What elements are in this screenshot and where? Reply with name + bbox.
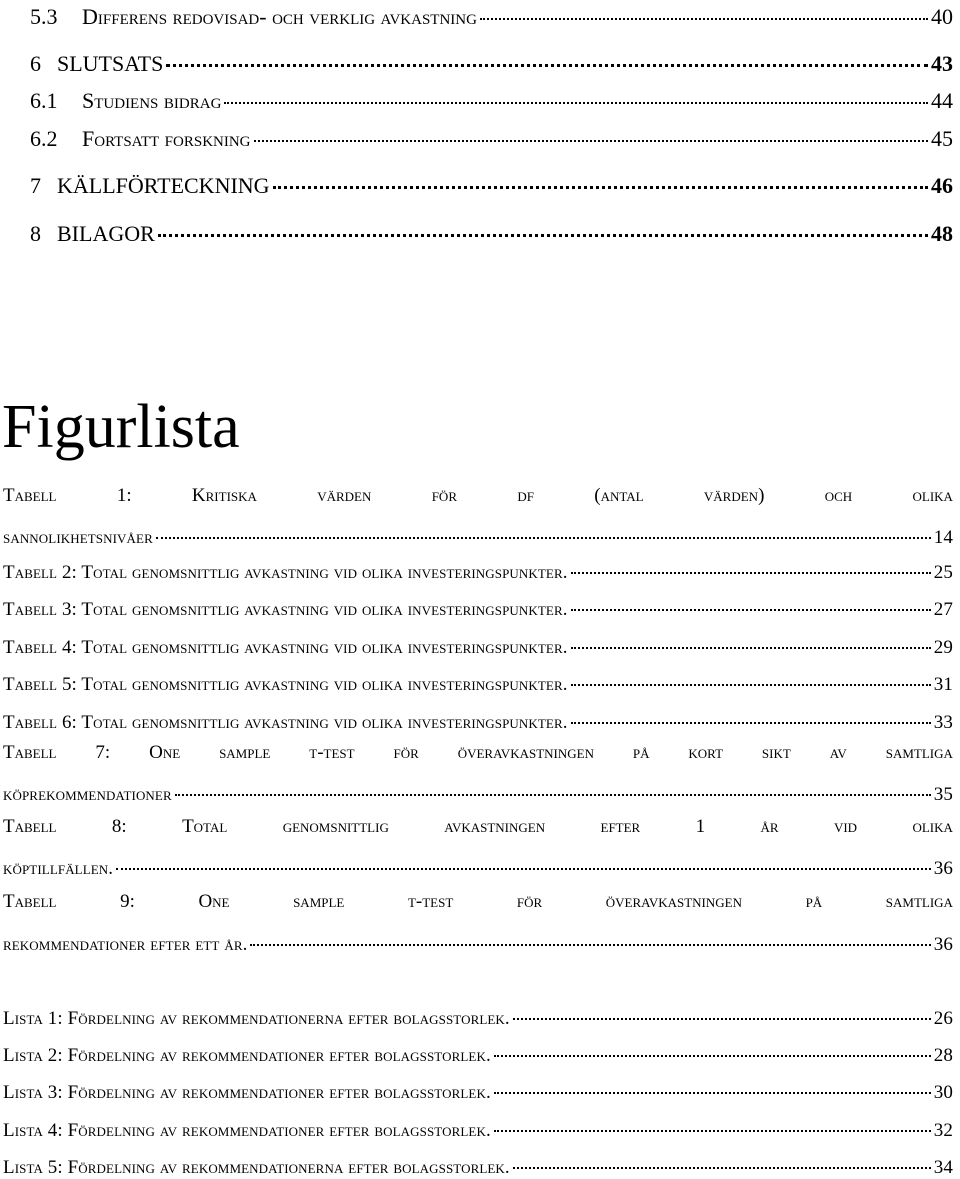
toc-entry-4-title [3, 126, 251, 152]
toc-entry-3-title [3, 88, 221, 114]
toc-entry-5[interactable] [3, 168, 953, 199]
word: vid [833, 816, 858, 837]
toc-entry-text: Fortsatt forskning [82, 126, 251, 151]
word: 1: [116, 485, 132, 506]
word: avkastningen [444, 816, 546, 837]
figurlista-table-6[interactable] [3, 707, 953, 734]
figurlista-table-3-leader [571, 590, 931, 611]
word: på [805, 891, 823, 912]
word: 1 [695, 816, 706, 837]
figurlista-table-4-leader [571, 628, 931, 649]
toc-entry-number: 6.1 [30, 88, 58, 113]
word: sample [219, 742, 271, 763]
figurlista-list-3-leader [494, 1073, 931, 1094]
word: olika [912, 485, 953, 506]
figurlista-table-1-title: sannolikhetsnivåer [3, 527, 153, 548]
word: One [198, 891, 230, 912]
figurlista-table-4-title: Tabell 4: Total genomsnittlig avkastning vid olika investeringspunkter. [3, 637, 568, 658]
word: Total [182, 816, 228, 837]
toc-entry-5-title [3, 173, 270, 199]
toc-entry-1[interactable] [3, 0, 953, 30]
word: och [824, 485, 853, 506]
toc-entry-3[interactable] [3, 84, 953, 114]
figurlista-table-8-line1 [3, 816, 953, 838]
toc-entry-5-page: 46 [931, 173, 953, 198]
figurlista-table-7[interactable] [3, 779, 953, 806]
word: olika [912, 816, 953, 837]
figurlista-table-9-leader [250, 925, 930, 946]
word: för [393, 742, 419, 763]
toc-entry-4-page: 45 [931, 126, 953, 151]
figurlista-table-7-page: 35 [933, 784, 953, 805]
word: för [516, 891, 543, 912]
figurlista-list-1-page: 26 [933, 1008, 953, 1029]
toc-entry-text: Differens redovisad- och verklig avkastning [82, 4, 477, 29]
toc-entry-2[interactable] [3, 46, 953, 77]
toc-entry-number: 5.3 [30, 4, 58, 29]
word: för [431, 485, 457, 506]
toc-entry-1-leader [480, 0, 928, 20]
figurlista-table-5[interactable] [3, 669, 953, 696]
figurlista-table-5-title: Tabell 5: Total genomsnittlig avkastning vid olika investeringspunkter. [3, 674, 568, 695]
toc-entry-1-title [3, 4, 477, 30]
figurlista-table-8-page: 36 [933, 858, 953, 879]
word: Tabell [3, 485, 57, 506]
word: t-test [309, 742, 355, 763]
figurlista-list-2-page: 28 [933, 1045, 953, 1066]
word: Kritiska [191, 485, 257, 506]
toc-entry-text: BILAGOR [57, 221, 155, 246]
word: värden) [703, 485, 765, 506]
figurlista-list-4-page: 32 [933, 1120, 953, 1141]
toc-entry-5-leader [273, 164, 928, 189]
figurlista-table-9-line1 [3, 891, 953, 913]
figurlista-table-8[interactable] [3, 853, 953, 880]
figurlista-table-9-page: 36 [933, 934, 953, 955]
toc-entry-6[interactable] [3, 216, 953, 247]
word: på [632, 742, 650, 763]
figurlista-table-4[interactable] [3, 632, 953, 659]
figurlista-table-1-line1 [3, 485, 953, 507]
figurlista-table-9-title: rekommendationer efter ett år. [3, 934, 248, 955]
toc-entry-6-leader [158, 212, 928, 237]
word: sikt [761, 742, 791, 763]
toc-entry-2-title [3, 51, 163, 77]
figurlista-list-2[interactable] [3, 1040, 953, 1067]
word: kort [688, 742, 724, 763]
figurlista-table-3-page: 27 [933, 599, 953, 620]
toc-entry-4-leader [254, 118, 928, 142]
figurlista-table-3-title: Tabell 3: Total genomsnittlig avkastning vid olika investeringspunkter. [3, 599, 568, 620]
figurlista-table-2-title: Tabell 2: Total genomsnittlig avkastning vid olika investeringspunkter. [3, 562, 568, 583]
figurlista-list-5-leader [513, 1148, 931, 1169]
figurlista-table-2[interactable] [3, 557, 953, 584]
word: 8: [111, 816, 127, 837]
toc-entry-text: Studiens bidrag [82, 88, 222, 113]
figurlista-table-2-page: 25 [933, 562, 953, 583]
figurlista-list-2-leader [494, 1036, 931, 1057]
word: (antal [594, 485, 644, 506]
figurlista-table-4-page: 29 [933, 637, 953, 658]
figurlista-table-6-leader [571, 703, 931, 724]
toc-entry-3-page: 44 [931, 88, 953, 113]
word: överavkastningen [605, 891, 742, 912]
figurlista-heading: Figurlista [2, 393, 240, 461]
word: genomsnittlig [282, 816, 389, 837]
toc-entry-2-leader [166, 42, 928, 67]
toc-entry-1-page: 40 [931, 4, 953, 29]
figurlista-table-8-title: köptillfällen. [3, 858, 114, 879]
figurlista-list-2-title: Lista 2: Fördelning av rekommendationer efter bolagsstorlek. [3, 1045, 491, 1066]
figurlista-table-5-leader [571, 665, 931, 686]
figurlista-table-1-leader [156, 518, 931, 539]
figurlista-table-6-title: Tabell 6: Total genomsnittlig avkastning vid olika investeringspunkter. [3, 712, 568, 733]
figurlista-table-9[interactable] [3, 929, 953, 956]
figurlista-list-3-page: 30 [933, 1082, 953, 1103]
toc-entry-4[interactable] [3, 122, 953, 152]
figurlista-list-1-title: Lista 1: Fördelning av rekommendationerna efter bolagsstorlek. [3, 1008, 510, 1029]
figurlista-table-3[interactable] [3, 594, 953, 621]
toc-entry-2-page: 43 [931, 51, 953, 76]
word: One [149, 742, 181, 763]
figurlista-table-2-leader [571, 553, 931, 574]
word: Tabell [3, 742, 57, 763]
figurlista-list-5-page: 34 [933, 1157, 953, 1178]
figurlista-table-6-page: 33 [933, 712, 953, 733]
figurlista-table-1[interactable] [3, 522, 953, 549]
figurlista-list-1[interactable] [3, 1003, 953, 1030]
figurlista-table-7-title: köprekommendationer [3, 784, 172, 805]
figurlista-list-3-title: Lista 3: Fördelning av rekommendationer efter bolagsstorlek. [3, 1082, 491, 1103]
figurlista-list-5-title: Lista 5: Fördelning av rekommendationerna efter bolagsstorlek. [3, 1157, 510, 1178]
word: Tabell [3, 891, 57, 912]
figurlista-table-7-leader [175, 775, 931, 796]
word: efter [600, 816, 641, 837]
toc-entry-text: SLUTSATS [57, 51, 164, 76]
toc-entry-6-title [3, 221, 155, 247]
figurlista-list-4-title: Lista 4: Fördelning av rekommendationer efter bolagsstorlek. [3, 1120, 491, 1141]
figurlista-list-4-leader [494, 1111, 931, 1132]
toc-entry-number: 6.2 [30, 126, 58, 151]
figurlista-table-7-line1 [3, 742, 953, 764]
word: överavkastningen [457, 742, 594, 763]
word: värden [317, 485, 372, 506]
word: 7: [95, 742, 111, 763]
word: samtliga [885, 742, 953, 763]
word: år [760, 816, 779, 837]
word: 9: [120, 891, 135, 912]
word: Tabell [3, 816, 57, 837]
toc-entry-number: 8 [30, 221, 41, 246]
word: samtliga [885, 891, 953, 912]
toc-entry-text: KÄLLFÖRTECKNING [57, 173, 270, 198]
toc-entry-6-page: 48 [931, 221, 953, 246]
figurlista-table-5-page: 31 [933, 674, 953, 695]
word: t-test [407, 891, 454, 912]
toc-entry-number: 6 [30, 51, 41, 76]
word: av [829, 742, 847, 763]
figurlista-list-3[interactable] [3, 1077, 953, 1104]
figurlista-table-8-leader [116, 849, 931, 870]
word: df [517, 485, 534, 506]
toc-entry-number: 7 [30, 173, 41, 198]
figurlista-table-1-page: 14 [933, 527, 953, 548]
figurlista-list-1-leader [513, 999, 931, 1020]
word: sample [293, 891, 345, 912]
figurlista-list-4[interactable] [3, 1115, 953, 1142]
toc-entry-3-leader [224, 80, 928, 104]
